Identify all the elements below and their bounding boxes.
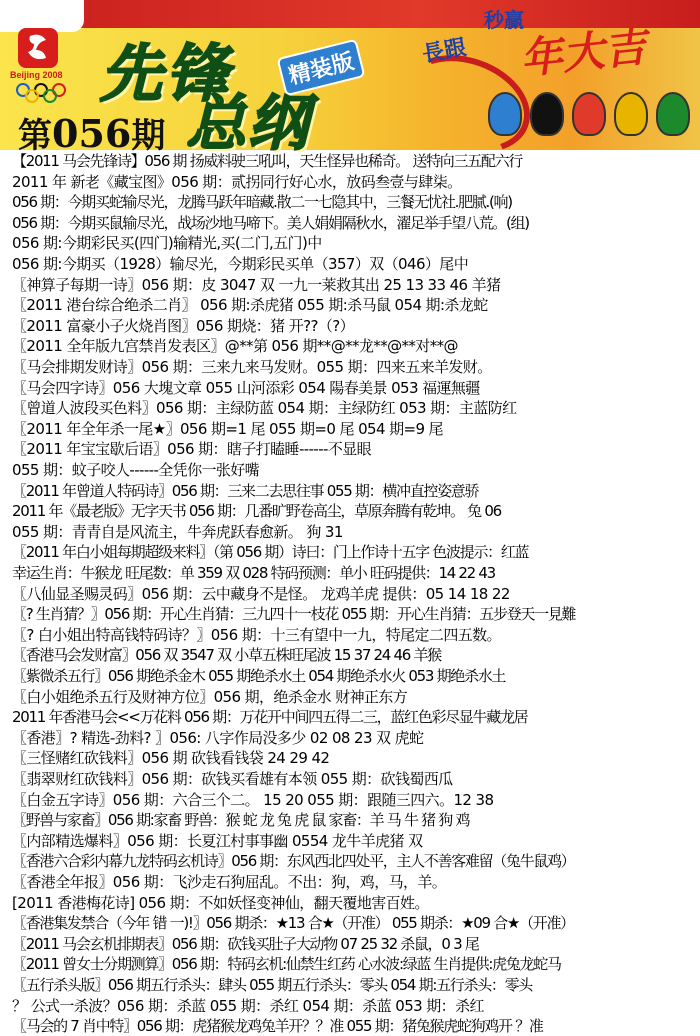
mascots-group xyxy=(488,92,690,136)
text-line: 〖马会排期发财诗〗056 期：三来九来马发财。055 期：四来五来羊发财。 xyxy=(12,358,492,376)
text-line: 〖三怪赌红砍钱料〗056 期 砍钱看钱袋 24 29 42 xyxy=(12,749,330,768)
mascot-icon xyxy=(488,92,522,136)
text-line: 2011 年 新老《藏宝图》056 期：贰拐同行好心水，放码叁壹与肆柒。 xyxy=(12,172,462,191)
mascot-icon xyxy=(614,92,648,136)
text-line: 056 期：今期买鼠输尽光，战场沙地马啼下。美人娟娟隔秋水，濯足举手望八荒。(组) xyxy=(12,213,529,232)
text-line: 〖神算子每期一诗〗056 期：皮 3047 双 一九一莱救其出 25 13 33 46 羊猪 xyxy=(12,275,501,294)
mascot-icon xyxy=(656,92,690,136)
text-line: 〖香港六合彩内幕九龙特码玄机诗〗056 期：东风西北四处平，主人不善客难留（兔牛鼠鸡） xyxy=(12,852,575,871)
text-line: 〖? 生肖猜？〗056 期：开心生肖猜：三九四十一枝花 055 期：开心生肖猜：五步登天一見難 xyxy=(12,605,576,624)
text-line: 幸运生肖：牛猴龙 旺尾数：单 359 双 028 特码预测：单小 旺码提供：14 22 43 xyxy=(12,564,495,582)
issue-prefix: 第 xyxy=(18,116,52,156)
text-line: 〖香港马会发财富〗056 双 3547 双 小草五株旺尾波 15 37 24 46 羊猴 xyxy=(12,646,441,665)
text-line: 〖2011 年曾道人特码诗〗056 期：三来二去思往事 055 期：横冲直控姿意骄 xyxy=(12,481,479,500)
text-line: 〖2011 全年版九宫禁肖发表区〗@**第 056 期**@**龙**@**对**@ xyxy=(12,337,458,356)
text-line: 〖内部精选爆料〗056 期：长夏江村事事幽 0554 龙牛羊虎猪 双 xyxy=(12,831,423,850)
issue-digits: 056 xyxy=(52,111,132,156)
text-line: ？ 公式一杀波？056 期：杀蓝 055 期：杀红 054 期：杀蓝 053 期：杀红 xyxy=(12,996,484,1015)
mascot-icon xyxy=(530,92,564,136)
text-line: 〖2011 富豪小子火烧肖图〗056 期烧：猪 开??（?） xyxy=(12,316,354,335)
text-line: 055 期：青青自是风流主，牛奔虎跃春愈新。 狗 31 xyxy=(12,522,343,541)
text-line: 〖八仙显圣赐灵码〗056 期：云中藏身不是怪。 龙鸡羊虎 提供：05 14 18 22 xyxy=(12,584,510,603)
text-line: 〖白小姐绝杀五行及财神方位〗056 期，绝杀金水 财神正东方 xyxy=(12,687,408,706)
text-line: 〖五行杀头版〗056 期五行杀头：肆头 055 期五行杀头：零头 054 期:五行杀头：零头 xyxy=(12,976,532,994)
banner-slogan-big: 年大吉 xyxy=(518,21,649,84)
text-line: 〖2011 年白小姐每期超级来料〗（第 056 期）诗曰：门上作诗十五字 色波提示：红蓝 xyxy=(12,543,529,562)
header-banner xyxy=(0,0,700,159)
text-line: 055 期：蚊子咬人------全凭你一张好嘴 xyxy=(12,461,260,479)
mascot-icon xyxy=(572,92,606,136)
banner-title-line1: 先锋 xyxy=(100,37,233,110)
text-line: 〖翡翠财红砍钱料〗056 期：砍钱买看雄有本领 055 期：砍钱蜀西瓜 xyxy=(12,770,453,788)
text-line: 〖香港〗? 精选-劲料? 〗056: 八字作局没多少 02 08 23 双 虎蛇 xyxy=(12,728,424,747)
issue-suffix: 期 xyxy=(131,116,166,156)
text-line: [2011 香港梅花诗] 056 期：不如妖怪变神仙，翻天覆地害百姓。 xyxy=(12,893,429,912)
olympic-text: Beijing 2008 xyxy=(10,70,63,80)
text-line: 〖2011 年宝宝歇后语〗056 期：瞎子打瞌睡------不显眼 xyxy=(12,440,372,459)
text-line: 〖紫微杀五行〗056 期绝杀金木 055 期绝杀水土 054 期绝杀水火 053 期绝杀水土 xyxy=(12,667,506,685)
text-line: 〖香港全年报〗056 期：飞沙走石狗屈乱。不出：狗，鸡，马，羊。 xyxy=(12,873,447,891)
text-line: 〖马会的 7 肖中特〗056 期：虎猪猴龙鸡兔羊开？？准 055 期：猪兔猴虎蛇狗鸡开 ？准 xyxy=(12,1017,543,1036)
text-line: 〖? 白小姐出特高钱特码诗？〗056 期：十三有望中一九，特尾定二四五数。 xyxy=(12,625,501,644)
forecast-text-body xyxy=(0,150,700,1036)
text-line: 〖2011 年全年杀一尾★〗056 期=1 尾 055 期=0 尾 054 期=9 尾 xyxy=(12,419,443,438)
text-line: 056 期:今期买（1928）输尽光，今期彩民买单（357）双（046）尾中 xyxy=(12,255,469,273)
text-line: 056 期:今期彩民买(四门)输精光,买(二门,五门)中 xyxy=(12,234,322,253)
text-line: 2011 年香港马会<<万花料 056 期：万花开中间四五得二三，蓝红色彩尽显牛藏龙居 xyxy=(12,708,528,727)
banner-title-line2: 总纲 xyxy=(186,89,310,159)
text-line: 〖马会四字诗〗056 大塊文章 055 山河添彩 054 陽春美景 053 福運無疆 xyxy=(12,378,480,397)
text-line: 〖野兽与家畜〗056 期:家畜 野兽：猴 蛇 龙 兔 虎 鼠 家畜：羊 马 牛 猪 狗 鸡 xyxy=(12,811,470,830)
text-line: 2011 年《最老版》无字天书 056 期：几番旷野卷高尘，草原奔腾有乾坤。 兔 06 xyxy=(12,502,501,521)
text-line: 〖2011 港台综合绝杀二肖〗 056 期:杀虎猪 055 期:杀马鼠 054 期:杀龙蛇 xyxy=(12,296,488,315)
text-line: 056 期：今期买蛇输尽光，龙腾马跃年暗藏.散二一七隐其中，三餐无忧社.肥腻.(响) xyxy=(12,193,512,212)
text-line: 〖曾道人波段买色料〗056 期：主绿防蓝 054 期：主绿防红 053 期：主蓝防红 xyxy=(12,399,517,418)
text-line: 〖2011 马会玄机排期表〗056 期：砍钱买肚子大动物 07 25 32 杀鼠，0 3 尾 xyxy=(12,934,479,953)
olympic-rings-icon xyxy=(14,82,68,104)
text-line: 〖香港集发禁合（今年 错 一)!〗056 期杀：★13 合★（开准） 055 期杀：★09 合★（开准） xyxy=(12,914,574,933)
banner-slogan-tag: 秒贏 xyxy=(484,8,524,32)
banner-slogan-left: 長跟 xyxy=(420,35,469,68)
edition-badge: 精装版 xyxy=(277,39,366,97)
text-line: 〖白金五字诗〗056 期：六合三个二。 15 20 055 期：跟随三四六。12 38 xyxy=(12,790,494,809)
text-line: 【2011 马会先锋诗】056 期 扬威料驶三吼叫，天生怪异也稀奇。 送特向三五配六行 xyxy=(12,152,522,170)
text-line: 〖2011 曾女士分期测算〗056 期：特码玄机:仙禁生红药 心水波:绿蓝 生肖提供:虎兔龙蛇马 xyxy=(12,955,561,974)
